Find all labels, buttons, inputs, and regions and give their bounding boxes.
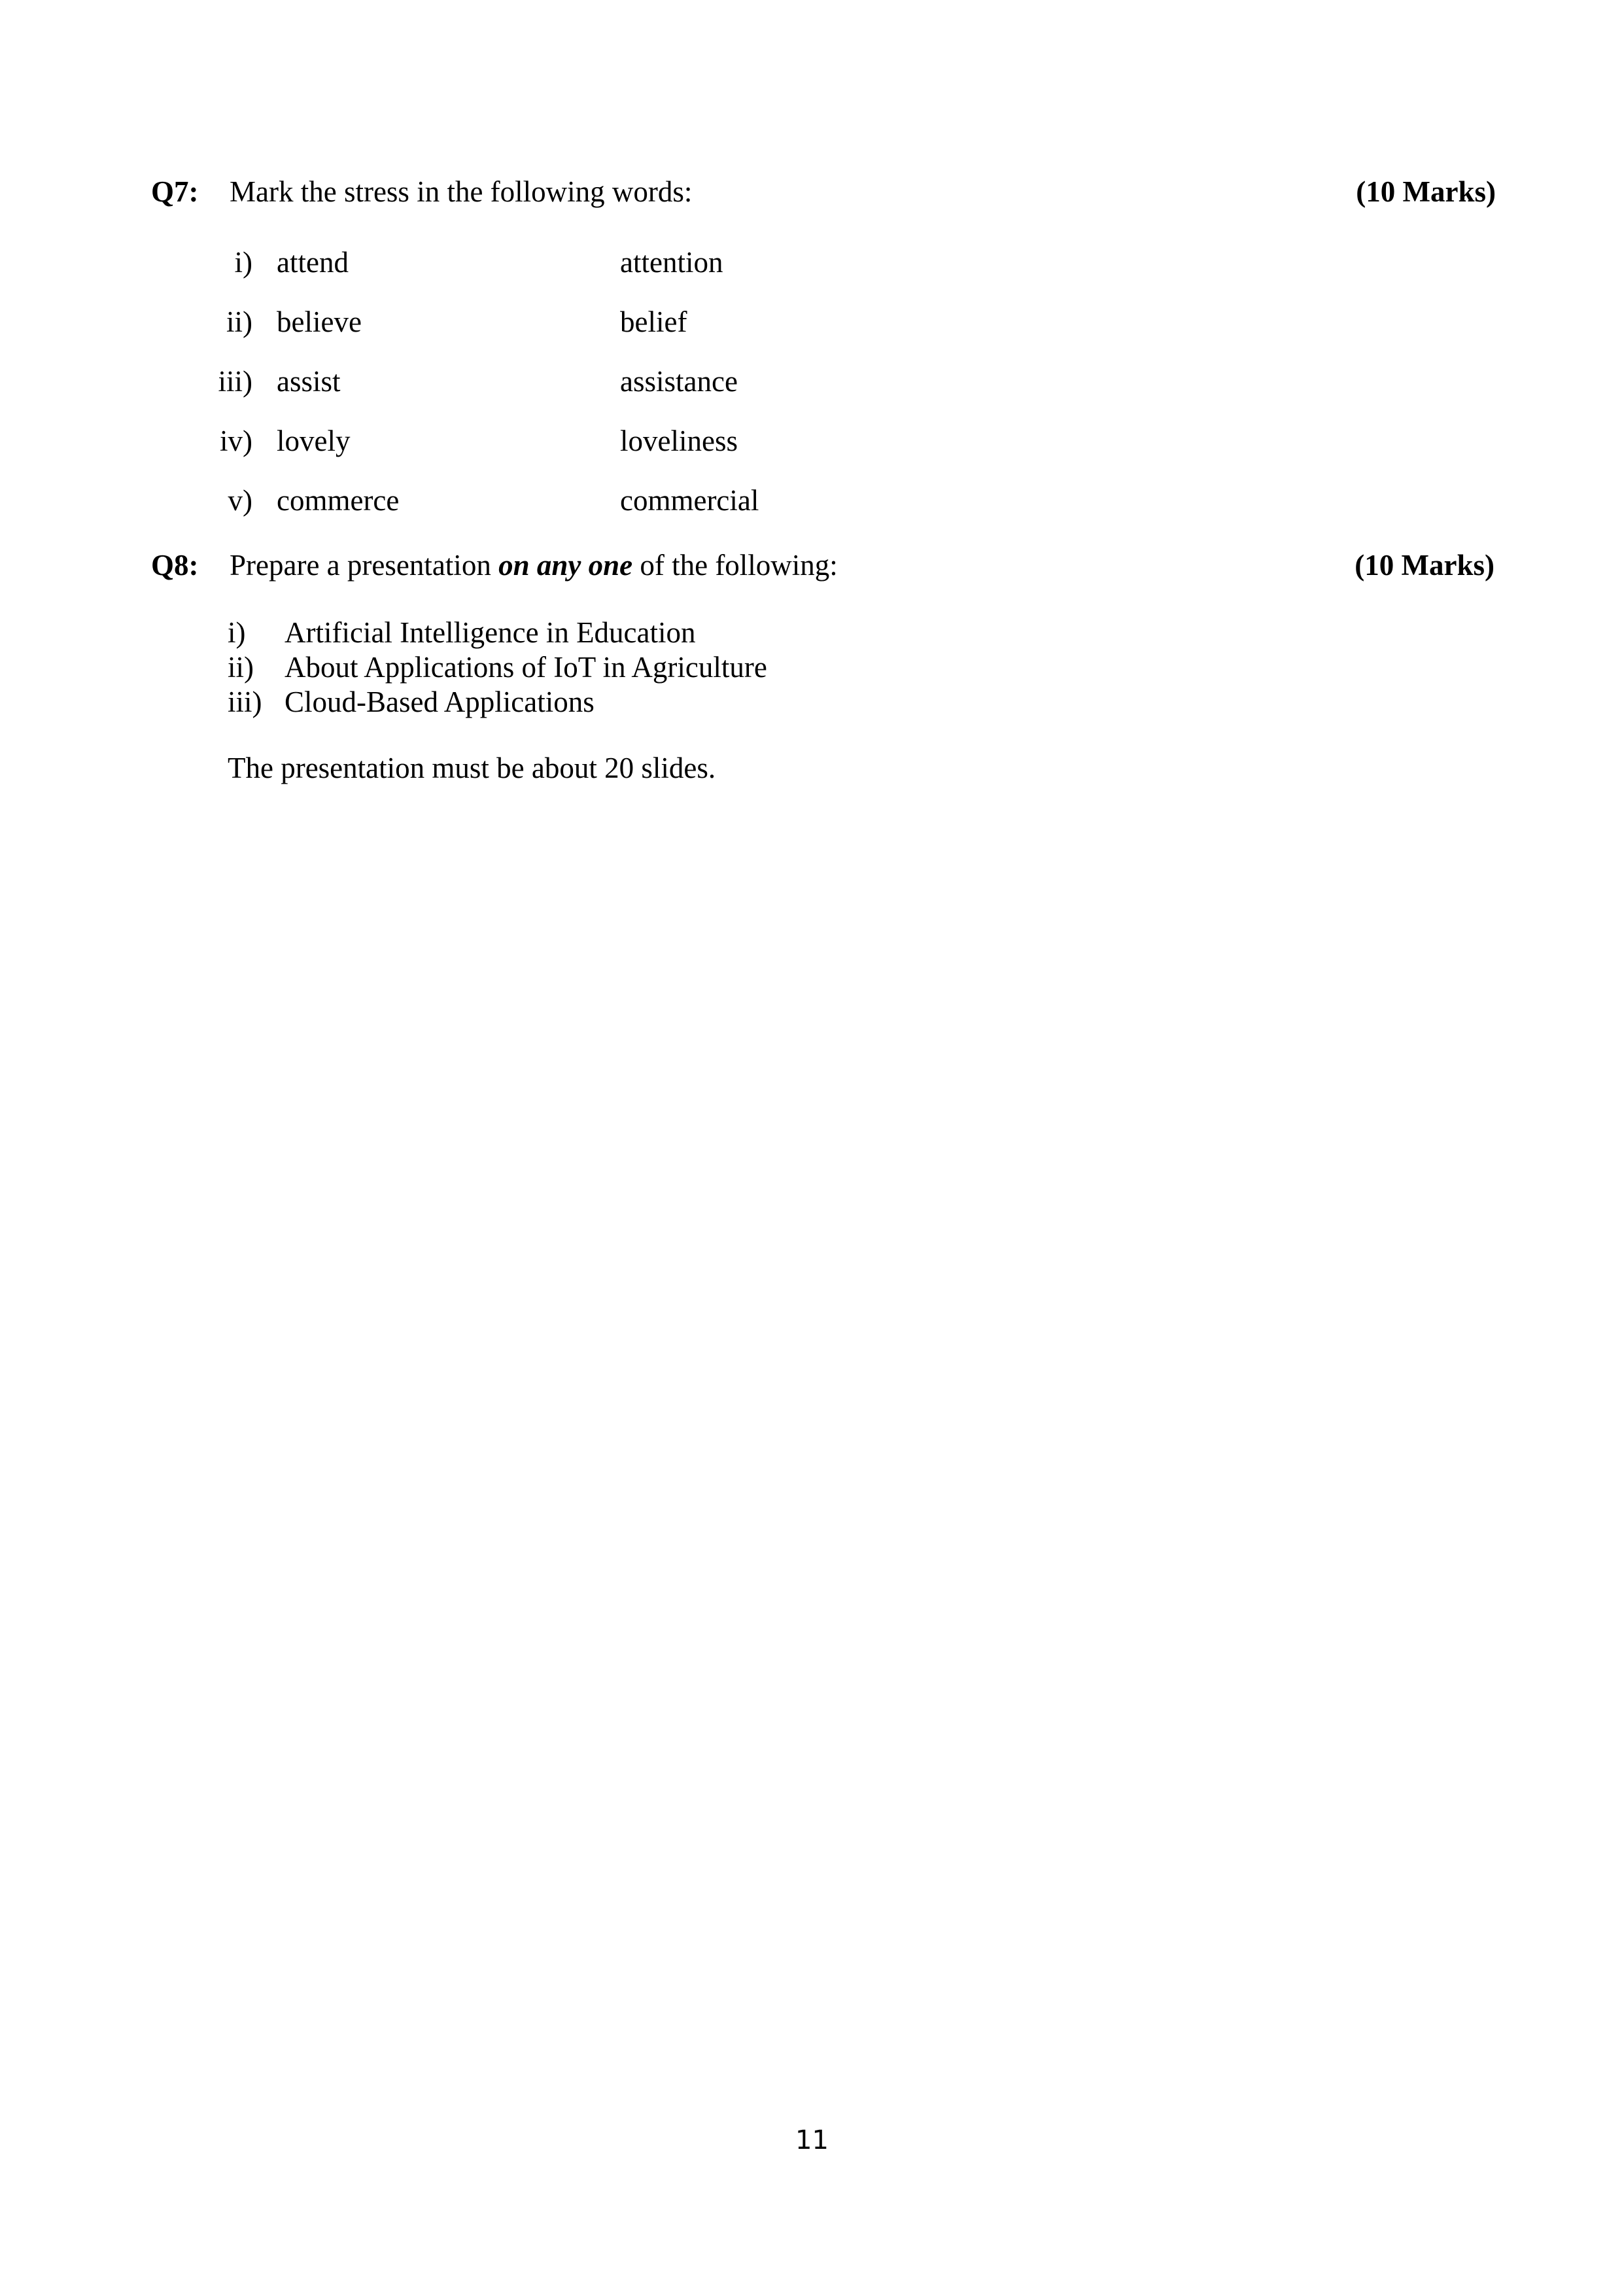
pair-word: believe — [277, 305, 362, 338]
pair-related-word: loveliness — [620, 425, 738, 457]
pair-related-word: commercial — [620, 484, 759, 517]
question-note: The presentation must be about 20 slides. — [228, 752, 716, 784]
question-marks: (10 Marks) — [1356, 175, 1496, 208]
pair-related-word: assistance — [620, 365, 738, 398]
pair-numeral: i) — [234, 246, 252, 279]
pair-word: lovely — [277, 425, 351, 457]
pair-related-word: attention — [620, 246, 723, 279]
question-prompt: Mark the stress in the following words: — [230, 175, 693, 208]
pair-word: assist — [277, 365, 341, 398]
pair-numeral: iii) — [218, 365, 252, 398]
prompt-text: of the following: — [632, 549, 838, 582]
page-number: 11 — [795, 2125, 829, 2155]
option-text: Artificial Intelligence in Education — [285, 616, 696, 649]
pair-related-word: belief — [620, 305, 687, 338]
question-number: Q7: — [151, 175, 199, 208]
prompt-text: Prepare a presentation — [230, 549, 499, 582]
question-prompt — [230, 551, 838, 580]
option-numeral: iii) — [228, 686, 262, 718]
option-text: About Applications of IoT in Agriculture — [285, 651, 767, 684]
question-number: Q8: — [151, 549, 199, 582]
pair-numeral: ii) — [226, 305, 252, 338]
pair-word: commerce — [277, 484, 400, 517]
pair-numeral: v) — [228, 484, 252, 517]
option-numeral: i) — [228, 616, 246, 649]
option-numeral: ii) — [228, 651, 254, 684]
prompt-emphasis: on any one — [498, 549, 633, 582]
pair-word: attend — [277, 246, 349, 279]
option-text: Cloud-Based Applications — [285, 686, 595, 718]
question-marks: (10 Marks) — [1355, 549, 1494, 582]
pair-numeral: iv) — [220, 425, 252, 457]
